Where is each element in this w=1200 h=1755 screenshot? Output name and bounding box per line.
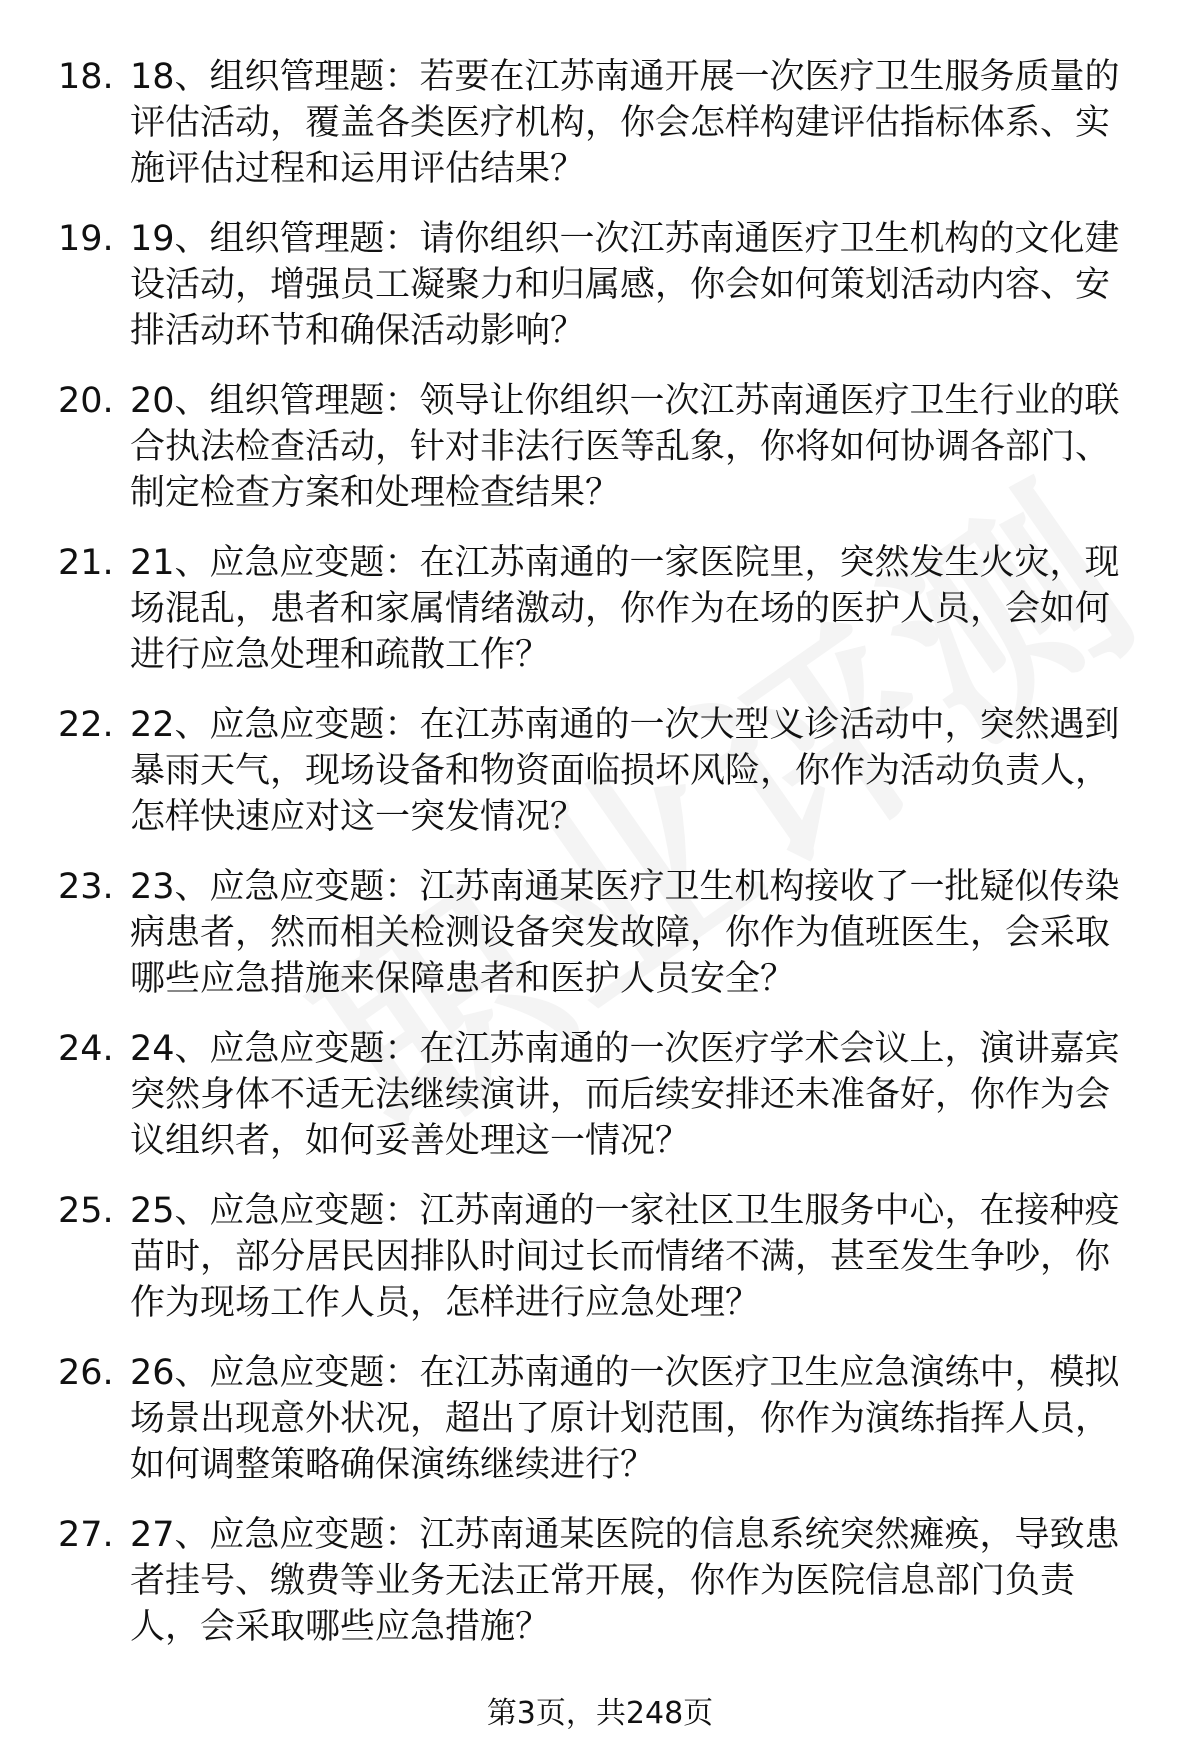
question-number: 18. — [58, 57, 114, 97]
question-item — [58, 540, 1148, 702]
question-text: 19、组织管理题：请你组织一次江苏南通医疗卫生机构的文化建设活动，增强员工凝聚力和归属感，你会如何策划活动内容、安排活动环节和确保活动影响？ — [130, 219, 1120, 351]
page-footer: 第3页，共248页 — [486, 1696, 714, 1731]
question-text: 27、应急应变题：江苏南通某医院的信息系统突然瘫痪，导致患者挂号、缴费等业务无法正常开展，你作为医院信息部门负责人，会采取哪些应急措施？ — [130, 1515, 1120, 1647]
question-number: 26. — [58, 1353, 114, 1393]
question-text: 22、应急应变题：在江苏南通的一次大型义诊活动中，突然遇到暴雨天气，现场设备和物资面临损坏风险，你作为活动负责人，怎样快速应对这一突发情况？ — [130, 705, 1120, 837]
question-item — [58, 1350, 1148, 1512]
question-number: 25. — [58, 1191, 114, 1231]
question-text: 23、应急应变题：江苏南通某医疗卫生机构接收了一批疑似传染病患者，然而相关检测设备突发故障，你作为值班医生，会采取哪些应急措施来保障患者和医护人员安全？ — [130, 867, 1120, 999]
question-text: 21、应急应变题：在江苏南通的一家医院里，突然发生火灾，现场混乱，患者和家属情绪激动，你作为在场的医护人员，会如何进行应急处理和疏散工作？ — [130, 543, 1120, 675]
question-number: 20. — [58, 381, 114, 421]
question-text: 25、应急应变题：江苏南通的一家社区卫生服务中心，在接种疫苗时，部分居民因排队时间过长而情绪不满，甚至发生争吵，你作为现场工作人员，怎样进行应急处理？ — [130, 1191, 1120, 1323]
question-number: 21. — [58, 543, 114, 583]
question-text: 20、组织管理题：领导让你组织一次江苏南通医疗卫生行业的联合执法检查活动，针对非法行医等乱象，你将如何协调各部门、制定检查方案和处理检查结果？ — [130, 381, 1120, 513]
question-item — [58, 1188, 1148, 1350]
question-number: 19. — [58, 219, 114, 259]
question-text: 18、组织管理题：若要在江苏南通开展一次医疗卫生服务质量的评估活动，覆盖各类医疗机构，你会怎样构建评估指标体系、实施评估过程和运用评估结果？ — [130, 57, 1120, 189]
question-number: 27. — [58, 1515, 114, 1555]
question-item — [58, 216, 1148, 378]
question-item — [58, 1512, 1148, 1674]
question-item — [58, 864, 1148, 1026]
question-number: 24. — [58, 1029, 114, 1069]
question-list — [58, 54, 1148, 1674]
question-text: 24、应急应变题：在江苏南通的一次医疗学术会议上，演讲嘉宾突然身体不适无法继续演讲，而后续安排还未准备好，你作为会议组织者，如何妥善处理这一情况？ — [130, 1029, 1120, 1161]
question-item — [58, 1026, 1148, 1188]
question-number: 23. — [58, 867, 114, 907]
question-text: 26、应急应变题：在江苏南通的一次医疗卫生应急演练中，模拟场景出现意外状况，超出了原计划范围，你作为演练指挥人员，如何调整策略确保演练继续进行？ — [130, 1353, 1120, 1485]
question-number: 22. — [58, 705, 114, 745]
question-item — [58, 54, 1148, 216]
question-item — [58, 702, 1148, 864]
question-item — [58, 378, 1148, 540]
